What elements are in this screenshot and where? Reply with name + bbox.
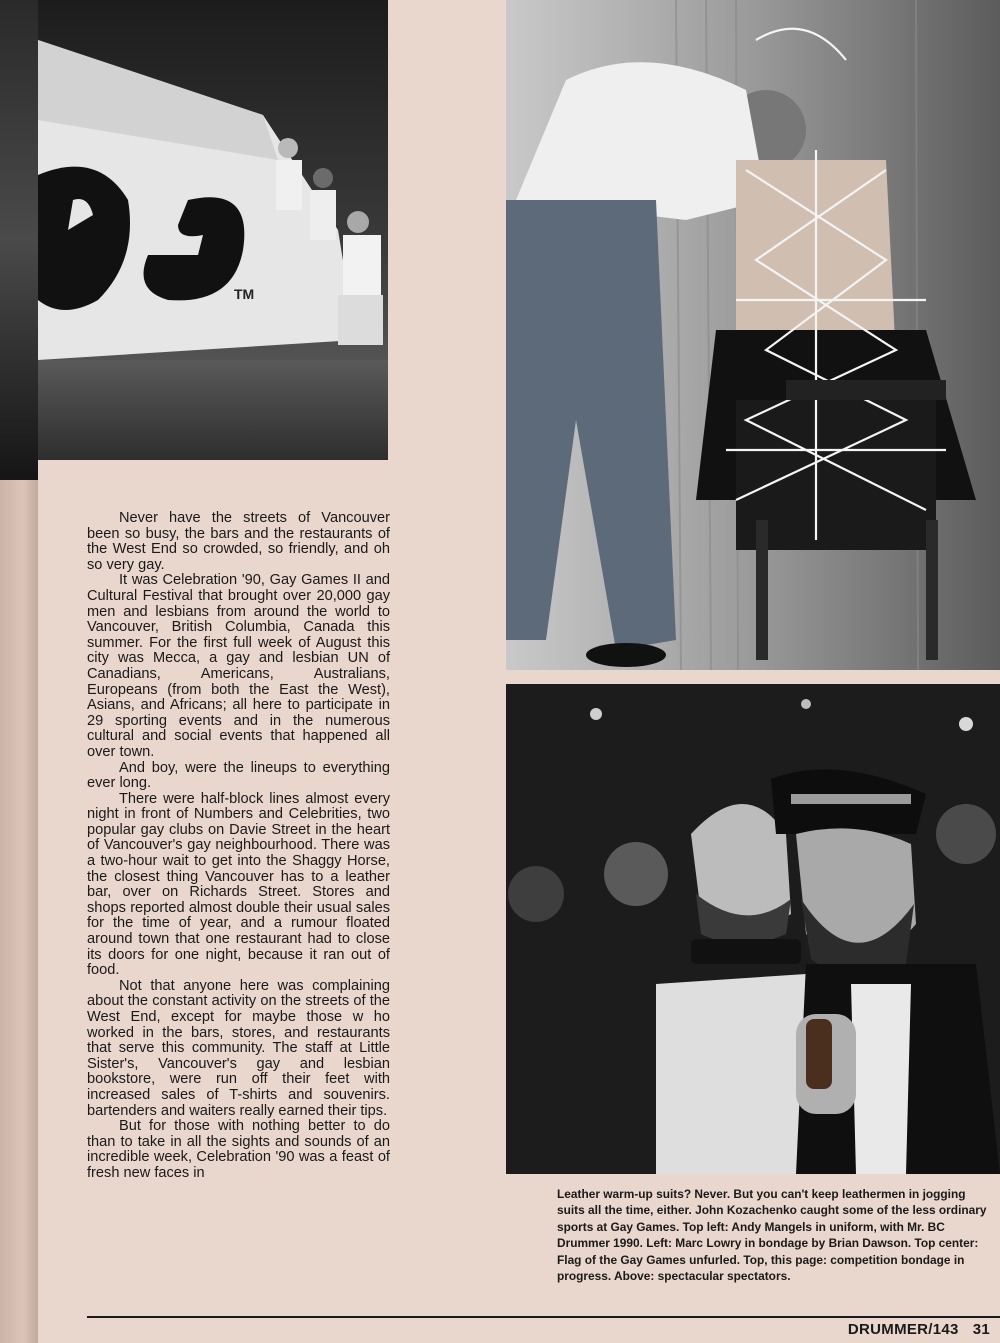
photo-caption: Leather warm-up suits? Never. But you can't keep leathermen in jogging suits all the time, either. John Kozachenko caught some of the less ordinary sports at Gay Games. Top left: Andy Mangels in uniform, with Mr. BC Drummer 1990. Left: Marc Lowry in bondage by Brian Dawson. Top center: Flag of the Gay Games unfurled. Top, this page: competition bondage in progress. Above: spectacular spectators. <box>557 1187 987 1284</box>
article-paragraph: Not that anyone here was complaining about the constant activity on the streets of the West End, except for maybe those w ho worked in the bars, stores, and restaurants that serve this community. The staff at Little Sister's, Vancouver's gay and lesbian bookstore, were run off their feet with increased sales of T-shirts and souvenirs. bartenders and waiters really earned their tips. <box>87 977 390 1119</box>
previous-page-photo-edge <box>0 0 38 480</box>
article-paragraph: Never have the streets of Vancouver been so busy, the bars and the restaurants of the West End so crowded, so friendly, and oh so very gay. <box>87 510 390 573</box>
article-paragraph: But for those with nothing better to do than to take in all the sights and sounds of an incredible week, Celebration '90 was a feast of fresh new faces in <box>87 1118 390 1181</box>
flag-trademark-mark: TM <box>234 286 255 302</box>
page-number: 31 <box>972 1321 990 1338</box>
article-paragraph: And boy, were the lineups to everything ever long. <box>87 759 390 792</box>
photo-spectators <box>506 684 1000 1174</box>
article-paragraph: It was Celebration '90, Gay Games II and Cultural Festival that brought over 20,000 gay men and lesbians from around the world to Vancouver, British Columbia, Canada this summer. For the first full week of August this city was Mecca, a gay and lesbian UN of Canadians, Americans, Australians, Europeans (from both the East the West), Asians, and Africans; all here to participate in 29 sporting events and in the numerous cultural and social events that happened all over town. <box>87 572 390 760</box>
article-paragraph: There were half-block lines almost every night in front of Numbers and Celebrities, two popular gay clubs on Davie Street in the heart of Vancouver's gay neighbourhood. There was a two-hour wait to get into the Shaggy Horse, the closest thing Vancouver has to a leather bar, over on Richards Street. Stores and shops reported almost double their usual sales for the time of year, and a rumour floated around town that one restaurant had to close its doors for one night, because it ran out of food. <box>87 790 390 979</box>
photo-competition-bondage <box>506 0 1000 670</box>
magazine-issue: DRUMMER/143 <box>847 1321 959 1338</box>
page-footer <box>848 1321 990 1338</box>
article-body <box>87 511 390 1182</box>
footer-rule <box>87 1316 1000 1318</box>
photo-flag-unfurled <box>38 0 388 460</box>
